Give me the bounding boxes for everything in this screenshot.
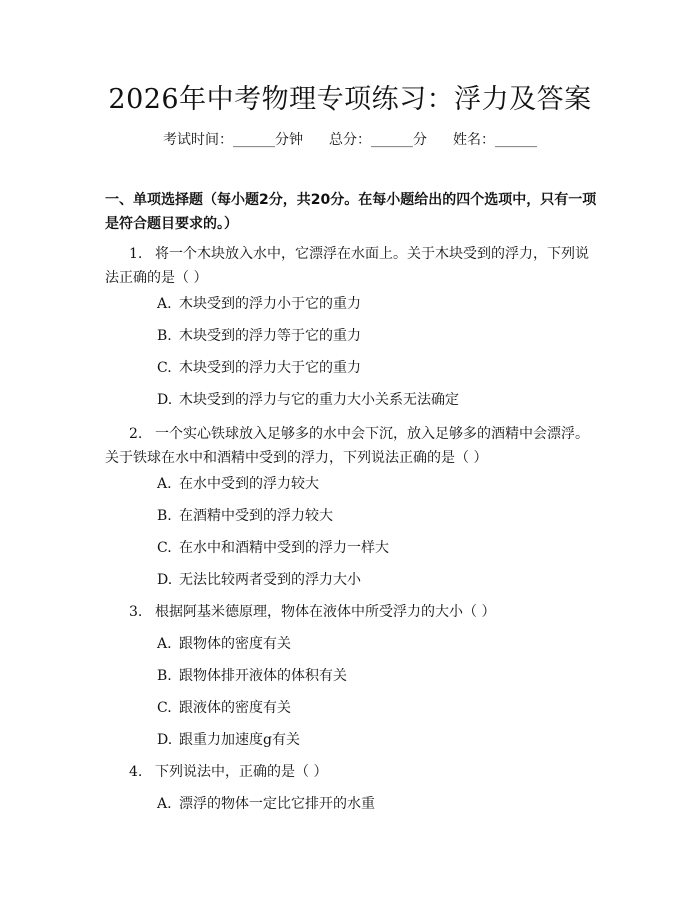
section-heading: 一、单项选择题（每小题2分，共20分。在每小题给出的四个选项中，只有一项是符合题目要求的。） [105, 192, 597, 232]
question-3-option-c [157, 696, 597, 720]
option-letter: D. [157, 392, 173, 408]
question-2-option-b [157, 504, 597, 528]
option-letter: C. [157, 700, 172, 716]
question-1 [105, 242, 600, 290]
question-number: 3. [129, 604, 143, 620]
total-score-field: 总分：______分 [329, 132, 427, 148]
question-2-option-c [157, 536, 597, 560]
question-3-option-d [157, 728, 597, 752]
option-letter: A. [157, 636, 172, 652]
option-letter: A. [157, 796, 172, 812]
option-text: 木块受到的浮力小于它的重力 [179, 296, 361, 312]
exam-meta [0, 128, 700, 152]
option-text: 木块受到的浮力大于它的重力 [179, 360, 361, 376]
option-letter: C. [157, 540, 172, 556]
question-1-option-b [157, 324, 597, 348]
question-2-option-a [157, 472, 597, 496]
option-letter: A. [157, 476, 172, 492]
student-name-field: 姓名：______ [453, 132, 537, 148]
option-text: 跟物体排开液体的体积有关 [179, 668, 347, 684]
option-text: 无法比较两者受到的浮力大小 [179, 572, 361, 588]
question-3-option-a [157, 632, 597, 656]
question-3-option-b [157, 664, 597, 688]
option-text: 在水中受到的浮力较大 [179, 476, 319, 492]
option-letter: C. [157, 360, 172, 376]
option-text: 在酒精中受到的浮力较大 [179, 508, 333, 524]
exam-time-field: 考试时间：______分钟 [163, 132, 303, 148]
option-text: 木块受到的浮力等于它的重力 [179, 328, 361, 344]
option-letter: D. [157, 572, 173, 588]
option-letter: A. [157, 296, 172, 312]
option-letter: B. [157, 328, 172, 344]
question-3 [105, 600, 600, 624]
question-2 [105, 422, 600, 470]
question-4 [105, 760, 600, 784]
option-letter: B. [157, 508, 172, 524]
question-text: 一个实心铁球放入足够多的水中会下沉，放入足够多的酒精中会漂浮。关于铁球在水中和酒精中受到的浮力，下列说法正确的是（ ） [105, 426, 589, 466]
option-letter: D. [157, 732, 173, 748]
page-title: 2026年中考物理专项练习：浮力及答案 [108, 84, 592, 115]
question-2-option-d [157, 568, 597, 592]
option-text: 木块受到的浮力与它的重力大小关系无法确定 [179, 392, 459, 408]
question-4-option-a [157, 792, 597, 816]
option-text: 跟重力加速度g有关 [179, 732, 300, 748]
option-text: 跟液体的密度有关 [179, 700, 291, 716]
question-number: 2. [129, 426, 143, 442]
option-letter: B. [157, 668, 172, 684]
option-text: 漂浮的物体一定比它排开的水重 [179, 796, 375, 812]
question-text: 将一个木块放入水中，它漂浮在水面上。关于木块受到的浮力，下列说法正确的是（ ） [105, 246, 589, 286]
option-text: 在水中和酒精中受到的浮力一样大 [179, 540, 389, 556]
question-text: 根据阿基米德原理，物体在液体中所受浮力的大小（ ） [155, 604, 496, 620]
question-1-option-c [157, 356, 597, 380]
option-text: 跟物体的密度有关 [179, 636, 291, 652]
question-text: 下列说法中，正确的是（ ） [155, 764, 328, 780]
question-1-option-d [157, 388, 597, 412]
question-number: 1. [129, 246, 143, 262]
question-number: 4. [129, 764, 143, 780]
question-1-option-a [157, 292, 597, 316]
